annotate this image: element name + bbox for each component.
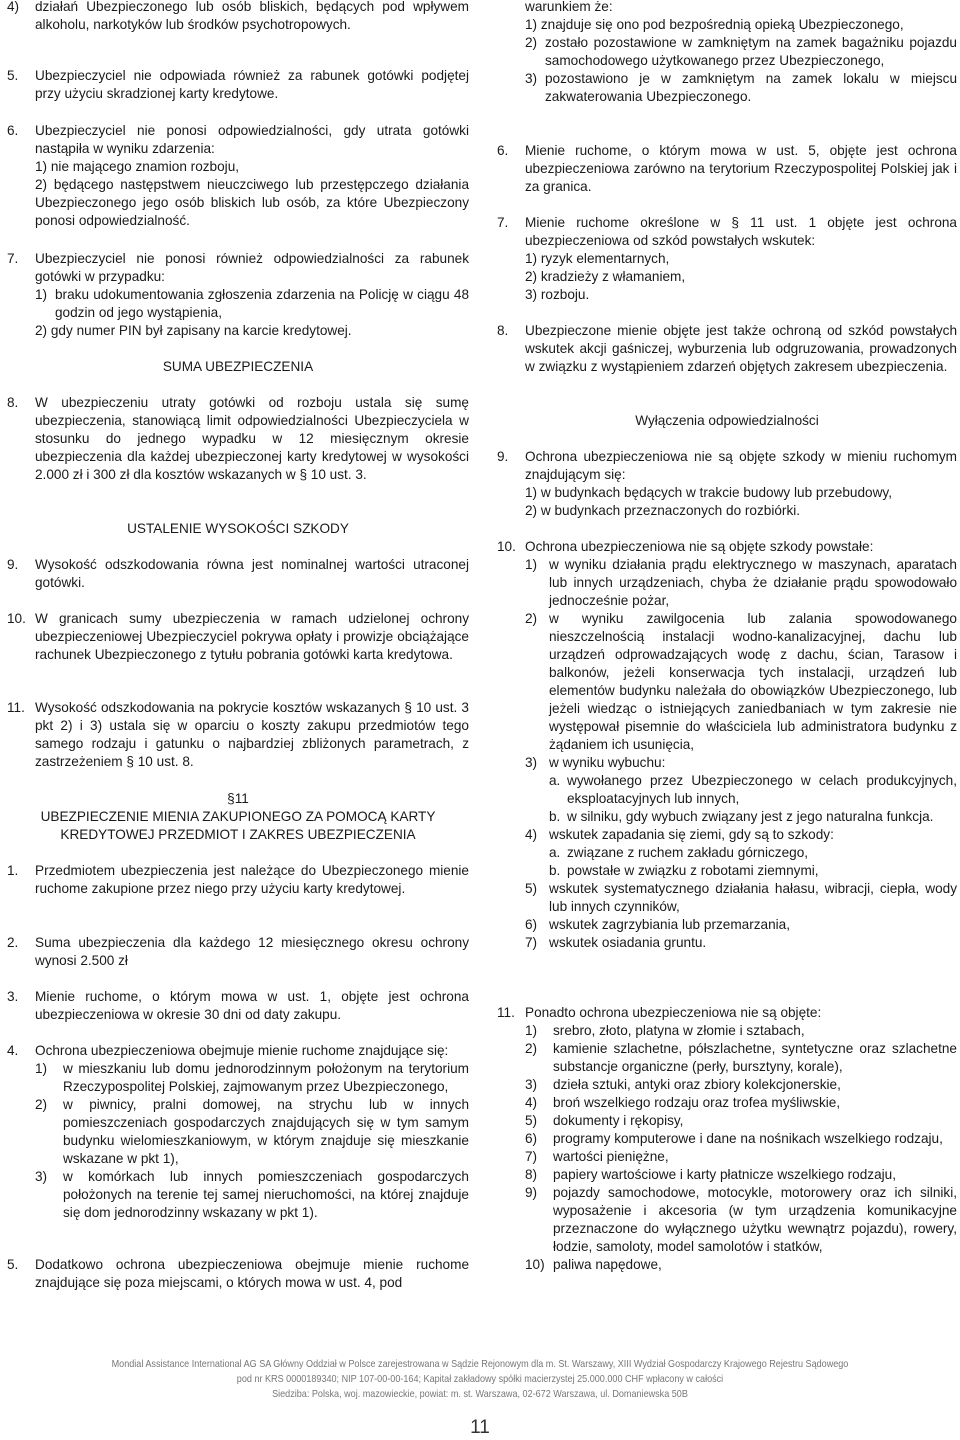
item-text: paliwa napędowe,: [553, 1257, 662, 1272]
item-text: pozostawiono je w zamkniętym na zamek lokalu w miejscu zakwaterowania Ubezpieczonego.: [545, 71, 957, 104]
item-number: 9): [525, 1185, 538, 1200]
list-item: [525, 556, 957, 610]
item-number: 2): [35, 323, 48, 338]
sub-item-letter: b.: [549, 863, 561, 878]
paragraph-number: 8.: [497, 323, 509, 338]
section-sign: §11: [227, 791, 249, 806]
list-item: [525, 1112, 957, 1130]
footer-line-1: Mondial Assistance International AG SA Główny Oddział w Polsce zarejestrowana w Sądzie Rejonowym dla m. St. Warszawy, XIII Wydział Gospodarczy Krajowego Rejestru Sądowego: [111, 1359, 849, 1370]
item-number: 1): [525, 485, 538, 500]
list-item: [525, 1130, 957, 1148]
item-number: 1): [35, 287, 48, 302]
item-text: w mieszkaniu lub domu jednorodzinnym położonym na terytorium Rzeczypospolitej Polskiej, zajmowanym przez Ubezpieczonego,: [63, 1061, 469, 1094]
list-item: [525, 916, 957, 934]
paragraph-number: 5.: [7, 68, 19, 83]
item-text: rozboju.: [540, 287, 590, 302]
item-text: wskutek zagrzybiania lub przemarzania,: [549, 917, 791, 932]
item-number: 3): [525, 71, 538, 86]
footer-line-2: pod nr KRS 0000189340; NIP 107-00-00-164; Kapitał zakładowy spółki macierzystej 25.000.000 CHF wpłacony w całości: [236, 1374, 724, 1385]
paragraph-number: 9.: [7, 557, 19, 572]
item-text: papiery wartościowe i karty płatnicze wszelkiego rodzaju,: [553, 1167, 897, 1182]
item-number: 10): [525, 1257, 545, 1272]
sub-item-text: powstałe w związku z robotami ziemnymi,: [567, 863, 819, 878]
list-item: [525, 1256, 957, 1274]
paragraph-text: Ubezpieczyciel nie ponosi również odpowiedzialności za rabunek gotówki w przypadku:: [35, 251, 469, 284]
list-item: [525, 1094, 957, 1112]
list-item: [525, 250, 957, 268]
paragraph-6: [7, 122, 469, 230]
paragraph-r7: [497, 214, 957, 304]
item-text: w wyniku zawilgocenia lub zalania spowodowanego nieszczelnością instalacji wodno-kanalizacyjnej, dachu lub urządzeń odprowadzających wodę z dachu, ścian, Tarasow i balkonów, jeżeli konserwacja tych instalacji, urządzeń lub elementów budynku należała do obowiązków Ubezpieczonego, lub jeżeli wiedząc o istniejących zaniedbaniach w tym zakresie nie występował pisemnie do właściciela lub administratora budynku z żądaniem ich usunięcia,: [549, 611, 957, 752]
sub-item-letter: a.: [549, 845, 561, 860]
paragraph-r11: [497, 1004, 957, 1274]
item-text: działań Ubezpieczonego lub osób bliskich, będących pod wpływem alkoholu, narkotyków lub środków psychotropowych.: [35, 0, 469, 32]
paragraph-r10: [497, 538, 957, 952]
list-item: [35, 1096, 469, 1168]
paragraph-9: [7, 556, 469, 592]
item-text: w piwnicy, pralni domowej, na strychu lub w innych pomieszczeniach gospodarczych znajdujących się w tym samym budynku wielomieszkaniowym, w którym znajduje się mieszkanie wskazane w pkt 1),: [63, 1097, 469, 1166]
footer-line-3: Siedziba: Polska, woj. mazowieckie, powiat: m. st. Warszawa, 02-672 Warszawa, ul. Domaniewska 50B: [272, 1389, 688, 1400]
item-number: 1): [35, 1061, 48, 1076]
paragraph-r9: [497, 448, 957, 520]
paragraph-number: 7.: [497, 215, 509, 230]
list-item: [525, 16, 957, 34]
list-item: [525, 934, 957, 952]
item-text: wskutek zapadania się ziemi, gdy są to szkody:: [549, 827, 834, 842]
sub-item: [549, 808, 957, 826]
item-number: 8): [525, 1167, 538, 1182]
item-text: kamienie szlachetne, półszlachetne, syntetyczne oraz szlachetne substancje organiczne (perły, bursztyny, korale),: [553, 1041, 957, 1074]
paragraph-text: Ubezpieczone mienie objęte jest także ochroną od szkód powstałych wskutek akcji gaśniczej, wyburzenia lub odgruzowania, prowadzonych w związku z wystąpieniem zdarzeń objętych zakresem ubezpieczenia.: [525, 323, 957, 374]
section-title-line-1: UBEZPIECZENIE MIENIA ZAKUPIONEGO ZA POMOCĄ KARTY: [40, 809, 436, 824]
paragraph-text: Mienie ruchome określone w § 11 ust. 1 objęte jest ochrona ubezpieczeniowa od szkód powstałych wskutek:: [525, 215, 957, 248]
paragraph-number: 9.: [497, 449, 509, 464]
paragraph-number: 10.: [497, 539, 516, 554]
paragraph-text: W ubezpieczeniu utraty gotówki od rozboju ustala się sumę ubezpieczenia, stanowiącą limit odpowiedzialności Ubezpieczyciela w stosunku do jednego wypadku w 12 miesięcznym okresie ubezpieczenia dla każdej ubezpieczonej karty kredytowej w wysokości 2.000 zł i 300 zł dla kosztów wskazanych w § 10 ust. 3.: [35, 395, 469, 482]
continuation-block: [497, 0, 957, 106]
list-item: [35, 322, 469, 340]
paragraph-11: [7, 699, 469, 771]
paragraph-r8: [497, 322, 957, 376]
list-item: [525, 34, 957, 70]
paragraph-number: 10.: [7, 611, 26, 626]
item-number: 4): [525, 827, 538, 842]
sub-item-letter: a.: [549, 773, 561, 788]
paragraph-number: 5.: [7, 1257, 19, 1272]
item-number: 5): [525, 881, 538, 896]
list-item: [525, 268, 957, 286]
paragraph-text: Wysokość odszkodowania równa jest nominalnej wartości utraconej gotówki.: [35, 557, 469, 590]
paragraph-number: 6.: [497, 143, 509, 158]
item-text: znajduje się ono pod bezpośrednią opieką Ubezpieczonego,: [540, 17, 904, 32]
list-item: [525, 610, 957, 754]
list-item: [35, 176, 469, 230]
list-item: [525, 484, 957, 502]
paragraph-number: 2.: [7, 935, 19, 950]
list-item: [525, 1076, 957, 1094]
item-text: w wyniku wybuchu:: [549, 755, 666, 770]
paragraph-5: [7, 67, 469, 103]
item-number: 3): [35, 1169, 48, 1184]
paragraph-text: Ochrona ubezpieczeniowa nie są objęte szkody w mieniu ruchomym znajdującym się:: [525, 449, 957, 482]
paragraph-text: Ochrona ubezpieczeniowa obejmuje mienie ruchome znajdujące się:: [35, 1043, 449, 1058]
continuation-intro: warunkiem że:: [525, 0, 613, 14]
sub-item-text: wywołanego przez Ubezpieczonego w celach produkcyjnych, eksploatacyjnych lub innych,: [567, 773, 957, 806]
sub-item-text: w silniku, gdy wybuch związany jest z jego naturalna funkcja.: [567, 809, 934, 824]
item-text: w budynkach będących w trakcie budowy lub przebudowy,: [540, 485, 892, 500]
paragraph-text: Mienie ruchome, o którym mowa w ust. 1, objęte jest ochrona ubezpieczeniowa w okresie 30 dni od daty zakupu.: [35, 989, 469, 1022]
item-number: 4): [525, 1095, 538, 1110]
paragraph-text: Dodatkowo ochrona ubezpieczeniowa obejmuje mienie ruchome znajdujące się poza miejscami, o których mowa w ust. 4, pod: [35, 1257, 469, 1290]
list-item: [525, 826, 957, 880]
section-heading-suma: SUMA UBEZPIECZENIA: [162, 359, 314, 374]
item-number: 1): [525, 17, 538, 32]
page-footer: [58, 1357, 903, 1402]
item-text: w budynkach przeznaczonych do rozbiórki.: [540, 503, 801, 518]
list-item: [525, 880, 957, 916]
item-text: srebro, złoto, platyna w złomie i sztabach,: [553, 1023, 805, 1038]
paragraph-q1: [7, 862, 469, 898]
paragraph-q4: [7, 1042, 469, 1222]
list-item: [525, 286, 957, 304]
paragraph-text: Ponadto ochrona ubezpieczeniowa nie są objęte:: [525, 1005, 822, 1020]
item-number: 1): [525, 251, 538, 266]
item-number: 2): [525, 611, 538, 626]
item-number: 2): [35, 177, 48, 192]
paragraph-number: 11.: [7, 700, 25, 715]
sub-item-text: związane z ruchem zakładu górniczego,: [567, 845, 809, 860]
paragraph-number: 3.: [7, 989, 19, 1004]
paragraph-text: Ubezpieczyciel nie odpowiada również za rabunek gotówki podjętej przy użyciu skradzionej karty kredytowe.: [35, 68, 469, 101]
item-number: 2): [525, 503, 538, 518]
item-number: 1): [525, 557, 538, 572]
item-number: 2): [525, 1041, 538, 1056]
item-text: zostało pozostawione w zamkniętym na zamek bagażniku pojazdu samochodowego użytkowanego przez Ubezpieczonego,: [545, 35, 957, 68]
item-text: braku udokumentowania zgłoszenia zdarzenia na Policję w ciągu 48 godzin od jego wystąpienia,: [55, 287, 469, 320]
paragraph-text: Przedmiotem ubezpieczenia jest należące do Ubezpieczonego mienie ruchome zakupione przez niego przy użyciu karty kredytowej.: [35, 863, 469, 896]
paragraph-text: Ochrona ubezpieczeniowa nie są objęte szkody powstałe:: [525, 539, 874, 554]
paragraph-number: 7.: [7, 251, 19, 266]
list-item: [35, 1168, 469, 1222]
sub-item-letter: b.: [549, 809, 561, 824]
list-item: [525, 1040, 957, 1076]
item-number: 1): [35, 159, 48, 174]
list-item: [7, 0, 469, 34]
section-heading-wylaczenia: Wyłączenia odpowiedzialności: [635, 413, 819, 428]
item-number: 4): [7, 0, 20, 14]
item-text: ryzyk elementarnych,: [540, 251, 670, 266]
paragraph-q2: [7, 934, 469, 970]
item-number: 7): [525, 1149, 538, 1164]
item-number: 2): [35, 1097, 48, 1112]
list-item: [525, 70, 957, 106]
item-number: 5): [525, 1113, 538, 1128]
paragraph-number: 6.: [7, 123, 19, 138]
item-number: 2): [525, 269, 538, 284]
item-text: w komórkach lub innych pomieszczeniach gospodarczych położonych na terenie tej samej nieruchomości, na której znajduje się dom jednorodzinny wskazany w pkt 1).: [63, 1169, 469, 1220]
page-number: 11: [470, 1417, 490, 1438]
item-text: pojazdy samochodowe, motocykle, motorowery oraz ich silniki, wyposażenie i akcesoria (w tym urządzenia komunikacyjne przeznaczone do wyłącznego użytku wewnątrz pojazdu), rowery, łodzie, samoloty, model samolotów i statków,: [553, 1185, 957, 1254]
list-item: [35, 1060, 469, 1096]
item-number: 7): [525, 935, 538, 950]
list-item: [525, 1184, 957, 1256]
section-heading-ustalenie: USTALENIE WYSOKOŚCI SZKODY: [127, 521, 349, 536]
paragraph-7: [7, 250, 469, 340]
paragraph-number: 11.: [497, 1005, 515, 1020]
item-text: dzieła sztuki, antyki oraz zbiory kolekcjonerskie,: [553, 1077, 841, 1092]
item-text: gdy numer PIN był zapisany na karcie kredytowej.: [50, 323, 352, 338]
item-number: 6): [525, 1131, 538, 1146]
paragraph-number: 8.: [7, 395, 19, 410]
item-text: nie mającego znamion rozboju,: [50, 159, 240, 174]
item-number: 3): [525, 1077, 538, 1092]
list-item: [35, 158, 469, 176]
paragraph-text: Ubezpieczyciel nie ponosi odpowiedzialności, gdy utrata gotówki nastąpiła w wyniku zdarzenia:: [35, 123, 469, 156]
list-item: [525, 1022, 957, 1040]
sub-item: [549, 862, 957, 880]
paragraph-number: 1.: [7, 863, 19, 878]
item-text: wskutek osiadania gruntu.: [549, 935, 707, 950]
list-item: [525, 1148, 957, 1166]
item-text: w wyniku działania prądu elektrycznego w maszynach, aparatach lub innych urządzeniach, chyba że działanie prądu spowodowało jednocześnie pożar,: [549, 557, 957, 608]
paragraph-8: [7, 394, 469, 484]
item-number: 3): [525, 287, 538, 302]
paragraph-text: Wysokość odszkodowania na pokrycie kosztów wskazanych § 10 ust. 3 pkt 2) i 3) ustala się w oparciu o koszty zakupu przedmiotów tego samego rodzaju i gatunku o najbardziej zbliżonych parametrach, z zastrzeżeniem § 10 ust. 8.: [35, 700, 469, 769]
item-text: broń wszelkiego rodzaju oraz trofea myśliwskie,: [553, 1095, 841, 1110]
sub-item: [549, 772, 957, 808]
paragraph-q3: [7, 988, 469, 1024]
paragraph-10: [7, 610, 469, 664]
list-item: [525, 1166, 957, 1184]
paragraph-text: Suma ubezpieczenia dla każdego 12 miesięcznego okresu ochrony wynosi 2.500 zł: [35, 935, 469, 968]
item-text: kradzieży z włamaniem,: [540, 269, 686, 284]
paragraph-text: W granicach sumy ubezpieczenia w ramach udzielonej ochrony ubezpieczeniowej Ubezpieczyciel pokrywa opłaty i prowizje obciążające rachunek Ubezpieczonego z tytułu pobrania gotówki karta kredytowa.: [35, 611, 469, 662]
paragraph-r6: [497, 142, 957, 196]
section-title-line-2: KREDYTOWEJ PRZEDMIOT I ZAKRES UBEZPIECZENIA: [60, 827, 416, 842]
paragraph-q5: [7, 1256, 469, 1292]
item-number: 3): [525, 755, 538, 770]
list-item: [35, 286, 469, 322]
paragraph-number: 4.: [7, 1043, 19, 1058]
item-text: będącego następstwem nieuczciwego lub przestępczego działania Ubezpieczonego jego osób bliskich lub osób, za które Ubezpieczony ponosi odpowiedzialność.: [35, 177, 469, 228]
sub-item: [549, 844, 957, 862]
item-text: wskutek systematycznego działania hałasu, wibracji, ciepła, wody lub innych czynników,: [549, 881, 957, 914]
item-number: 2): [525, 35, 538, 50]
list-item: [525, 502, 957, 520]
item-text: programy komputerowe i dane na nośnikach wszelkiego rodzaju,: [553, 1131, 943, 1146]
item-text: dokumenty i rękopisy,: [553, 1113, 684, 1128]
item-number: 6): [525, 917, 538, 932]
list-item: [525, 754, 957, 826]
item-text: wartości pieniężne,: [553, 1149, 669, 1164]
item-number: 1): [525, 1023, 538, 1038]
paragraph-text: Mienie ruchome, o którym mowa w ust. 5, objęte jest ochrona ubezpieczeniowa zarówno na terytorium Rzeczypospolitej Polskiej jak i za granica.: [525, 143, 957, 194]
